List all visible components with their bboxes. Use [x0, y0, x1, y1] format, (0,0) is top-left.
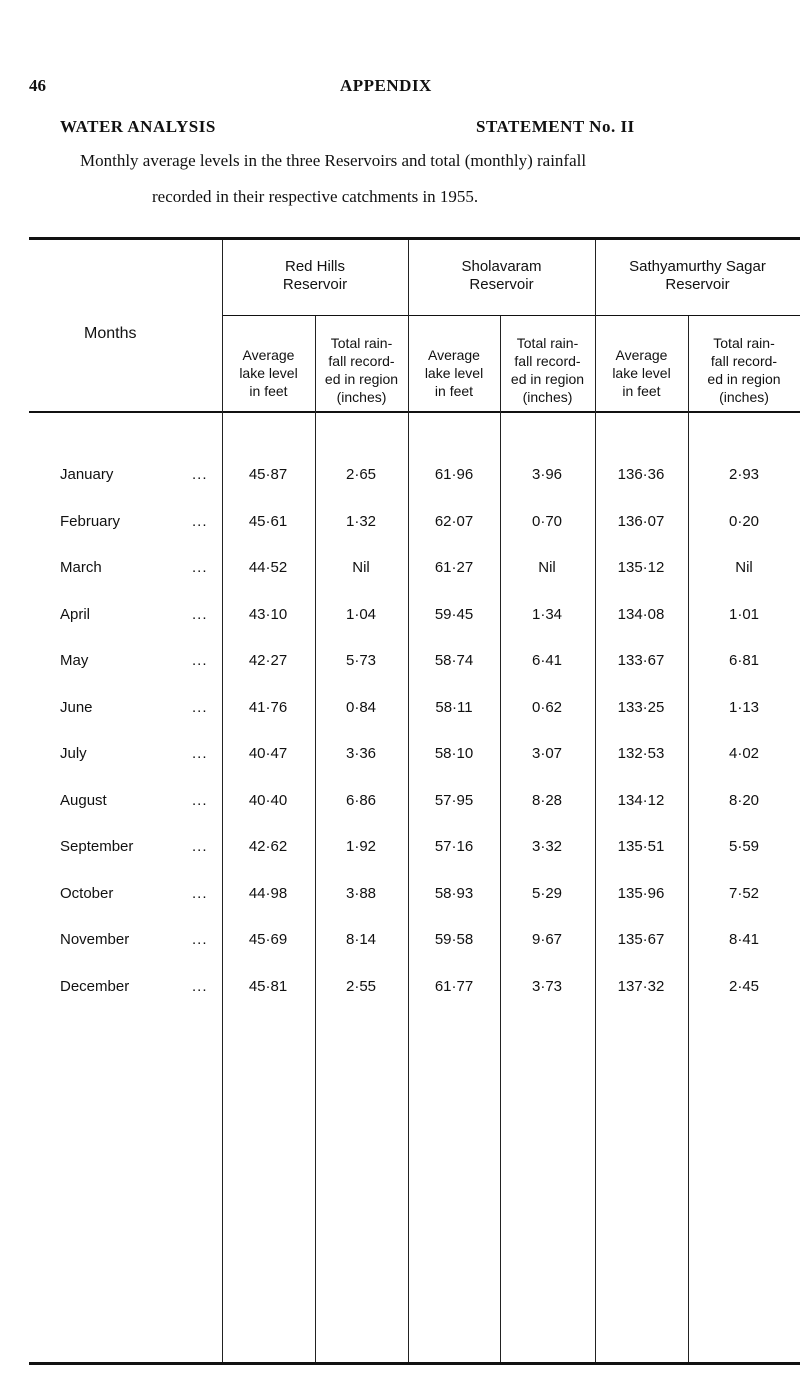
- months-header: Months: [84, 325, 137, 342]
- table-cell: 3·73: [531, 977, 563, 995]
- subheader-line: in feet: [249, 383, 288, 399]
- table-cell: 58·74: [434, 652, 474, 669]
- table-cell: 57·16: [434, 838, 474, 855]
- table-cell: 5·73: [345, 652, 377, 669]
- table-cell: 40·40: [248, 791, 288, 809]
- group-header-sathyamurthy-sagar: [595, 258, 800, 294]
- group-header-line: Sholavaram: [461, 258, 542, 275]
- subheader-line: fall record-: [514, 353, 581, 369]
- table-cell: 3·88: [345, 884, 377, 902]
- table-cell: 1·04: [345, 605, 377, 623]
- document-title: WATER ANALYSIS: [60, 117, 216, 136]
- table-cell: 137·32: [617, 977, 665, 995]
- table-cell: 2·65: [345, 466, 377, 483]
- table-cell: 132·53: [617, 745, 665, 762]
- table-cell: 44·52: [248, 559, 288, 576]
- table-cell: 1·92: [345, 838, 377, 855]
- subheader-line: (inches): [522, 389, 573, 405]
- table-cell: Nil: [352, 559, 370, 576]
- table-cell: 0·20: [728, 512, 760, 530]
- table-row: [0, 606, 801, 636]
- table-cell: 0·62: [531, 698, 563, 716]
- table-cell: 134·12: [617, 791, 665, 809]
- leader-dots: ...: [192, 791, 208, 809]
- leader-dots: ...: [192, 884, 208, 902]
- statement-number: STATEMENT No. II: [476, 117, 635, 136]
- month-label: May: [60, 652, 89, 669]
- table-cell: 133·67: [617, 652, 665, 669]
- subheader-line: in feet: [622, 383, 661, 399]
- table-cell: 2·55: [345, 977, 377, 995]
- group-header-sholavaram: [408, 258, 595, 294]
- caption-line-2: recorded in their respective catchments in 1955.: [152, 187, 479, 206]
- table-cell: 58·11: [435, 698, 473, 716]
- table-cell: 8·20: [728, 791, 760, 809]
- table-cell: 7·52: [728, 884, 760, 902]
- table-cell: 40·47: [248, 745, 288, 762]
- subheader-line: Average: [242, 347, 295, 363]
- table-cell: 6·81: [728, 652, 760, 669]
- subheader-lake-level: [222, 346, 315, 400]
- subheader-rainfall: [315, 334, 408, 406]
- table-cell: 6·41: [531, 652, 563, 669]
- table-row: [0, 652, 801, 682]
- table-cell: 3·32: [531, 838, 563, 855]
- table-cell: 1·01: [728, 605, 760, 623]
- table-cell: 135·12: [617, 559, 665, 576]
- running-head: APPENDIX: [340, 76, 432, 95]
- table-cell: 61·77: [434, 977, 474, 995]
- month-label: June: [60, 698, 93, 716]
- table-cell: 0·70: [531, 512, 563, 530]
- table-row: [0, 466, 801, 496]
- table-cell: 5·59: [728, 838, 760, 855]
- table-row: [0, 792, 801, 822]
- table-cell: 2·45: [728, 977, 760, 995]
- table-cell: 8·41: [728, 931, 760, 948]
- table-cell: 3·96: [531, 466, 563, 483]
- table-cell: 45·87: [248, 466, 288, 483]
- table-cell: 135·51: [617, 838, 665, 855]
- table-cell: 57·95: [434, 791, 474, 809]
- subheader-line: fall record-: [328, 353, 395, 369]
- subheader-line: lake level: [424, 365, 484, 381]
- table-cell: 135·96: [617, 884, 665, 902]
- subheader-line: lake level: [239, 365, 298, 381]
- header-bottom-rule: [29, 411, 800, 413]
- table-cell: 45·81: [248, 977, 288, 995]
- subheader-rainfall: [688, 334, 800, 406]
- caption-line-1: Monthly average levels in the three Reservoirs and total (monthly) rainfall: [80, 151, 587, 170]
- subheader-rainfall: [500, 334, 595, 406]
- page-number: 46: [29, 76, 46, 95]
- table-cell: 61·96: [434, 466, 474, 483]
- group-header-red-hills: [222, 258, 408, 294]
- leader-dots: ...: [192, 931, 208, 948]
- table-cell: 45·69: [248, 931, 288, 948]
- group-header-line: Red Hills: [284, 258, 345, 275]
- table-bottom-rule: [29, 1362, 800, 1365]
- table-cell: 61·27: [434, 559, 474, 576]
- table-row: [0, 745, 801, 775]
- subheader-line: in feet: [434, 383, 474, 399]
- table-cell: 59·45: [434, 605, 474, 623]
- subheader-line: ed in region: [510, 371, 585, 387]
- leader-dots: ...: [192, 466, 208, 483]
- table-cell: 8·14: [345, 931, 377, 948]
- table-cell: 1·34: [531, 605, 563, 623]
- subheader-line: ed in region: [707, 371, 781, 387]
- subheader-line: Average: [428, 347, 480, 363]
- leader-dots: ...: [192, 698, 208, 716]
- table-row: [0, 931, 801, 961]
- table-cell: 59·58: [434, 931, 474, 948]
- table-row: [0, 978, 801, 1008]
- leader-dots: ...: [192, 745, 208, 762]
- leader-dots: ...: [192, 652, 208, 669]
- table-cell: 9·67: [531, 931, 563, 948]
- month-label: February: [60, 512, 121, 530]
- table-cell: 1·13: [728, 698, 760, 716]
- table-cell: 3·07: [531, 745, 563, 762]
- subheader-lake-level: [408, 346, 500, 400]
- table-cell: 6·86: [345, 791, 377, 809]
- month-label: April: [60, 605, 91, 623]
- month-label: November: [60, 931, 130, 948]
- table-cell: 134·08: [617, 605, 665, 623]
- subheader-line: Total rain-: [330, 335, 393, 351]
- table-cell: 0·84: [345, 698, 377, 716]
- month-label: October: [60, 884, 114, 902]
- table-cell: 58·93: [434, 884, 474, 902]
- group-header-line: Sathyamurthy Sagar: [629, 258, 766, 275]
- table-cell: 4·02: [728, 745, 760, 762]
- subheader-line: lake level: [612, 365, 671, 381]
- month-label: August: [60, 791, 107, 809]
- group-header-line: Reservoir: [665, 276, 730, 293]
- month-label: September: [60, 838, 134, 855]
- table-cell: 1·32: [345, 512, 377, 530]
- month-label: March: [60, 559, 102, 576]
- table-cell: 44·98: [248, 884, 288, 902]
- table-cell: 42·62: [248, 838, 288, 855]
- month-label: July: [60, 745, 87, 762]
- leader-dots: ...: [192, 605, 208, 623]
- subheader-line: Average: [615, 347, 668, 363]
- subheader-line: Total rain-: [713, 335, 775, 351]
- group-header-rule: [222, 315, 800, 316]
- subheader-line: (inches): [336, 389, 387, 405]
- table-cell: Nil: [735, 559, 753, 576]
- table-cell: 62·07: [434, 512, 474, 530]
- table-row: [0, 699, 801, 729]
- subheader-line: fall record-: [710, 353, 778, 369]
- group-header-line: Reservoir: [282, 276, 348, 293]
- group-header-line: Reservoir: [469, 276, 534, 293]
- subheader-line: ed in region: [324, 371, 399, 387]
- table-cell: 3·36: [345, 745, 377, 762]
- leader-dots: ...: [192, 977, 208, 995]
- table-cell: 45·61: [248, 512, 288, 530]
- subheader-lake-level: [595, 346, 688, 400]
- table-cell: 2·93: [728, 466, 760, 483]
- leader-dots: ...: [192, 838, 208, 855]
- table-cell: Nil: [538, 559, 556, 576]
- leader-dots: ...: [192, 512, 208, 530]
- leader-dots: ...: [192, 559, 208, 576]
- table-cell: 41·76: [248, 698, 288, 716]
- table-cell: 43·10: [248, 605, 288, 623]
- subheader-line: Total rain-: [516, 335, 579, 351]
- subheader-line: (inches): [719, 389, 769, 405]
- table-row: [0, 885, 801, 915]
- table-cell: 136·07: [617, 512, 665, 530]
- table-cell: 5·29: [531, 884, 563, 902]
- table-row: [0, 838, 801, 868]
- table-row: [0, 513, 801, 543]
- month-label: January: [60, 466, 114, 483]
- month-label: December: [60, 977, 130, 995]
- table-cell: 58·10: [434, 745, 474, 762]
- table-row: [0, 559, 801, 589]
- table-top-rule: [29, 237, 800, 240]
- table-cell: 136·36: [617, 466, 665, 483]
- table-cell: 42·27: [248, 652, 288, 669]
- table-cell: 133·25: [617, 698, 665, 716]
- table-cell: 8·28: [531, 791, 563, 809]
- table-cell: 135·67: [617, 931, 665, 948]
